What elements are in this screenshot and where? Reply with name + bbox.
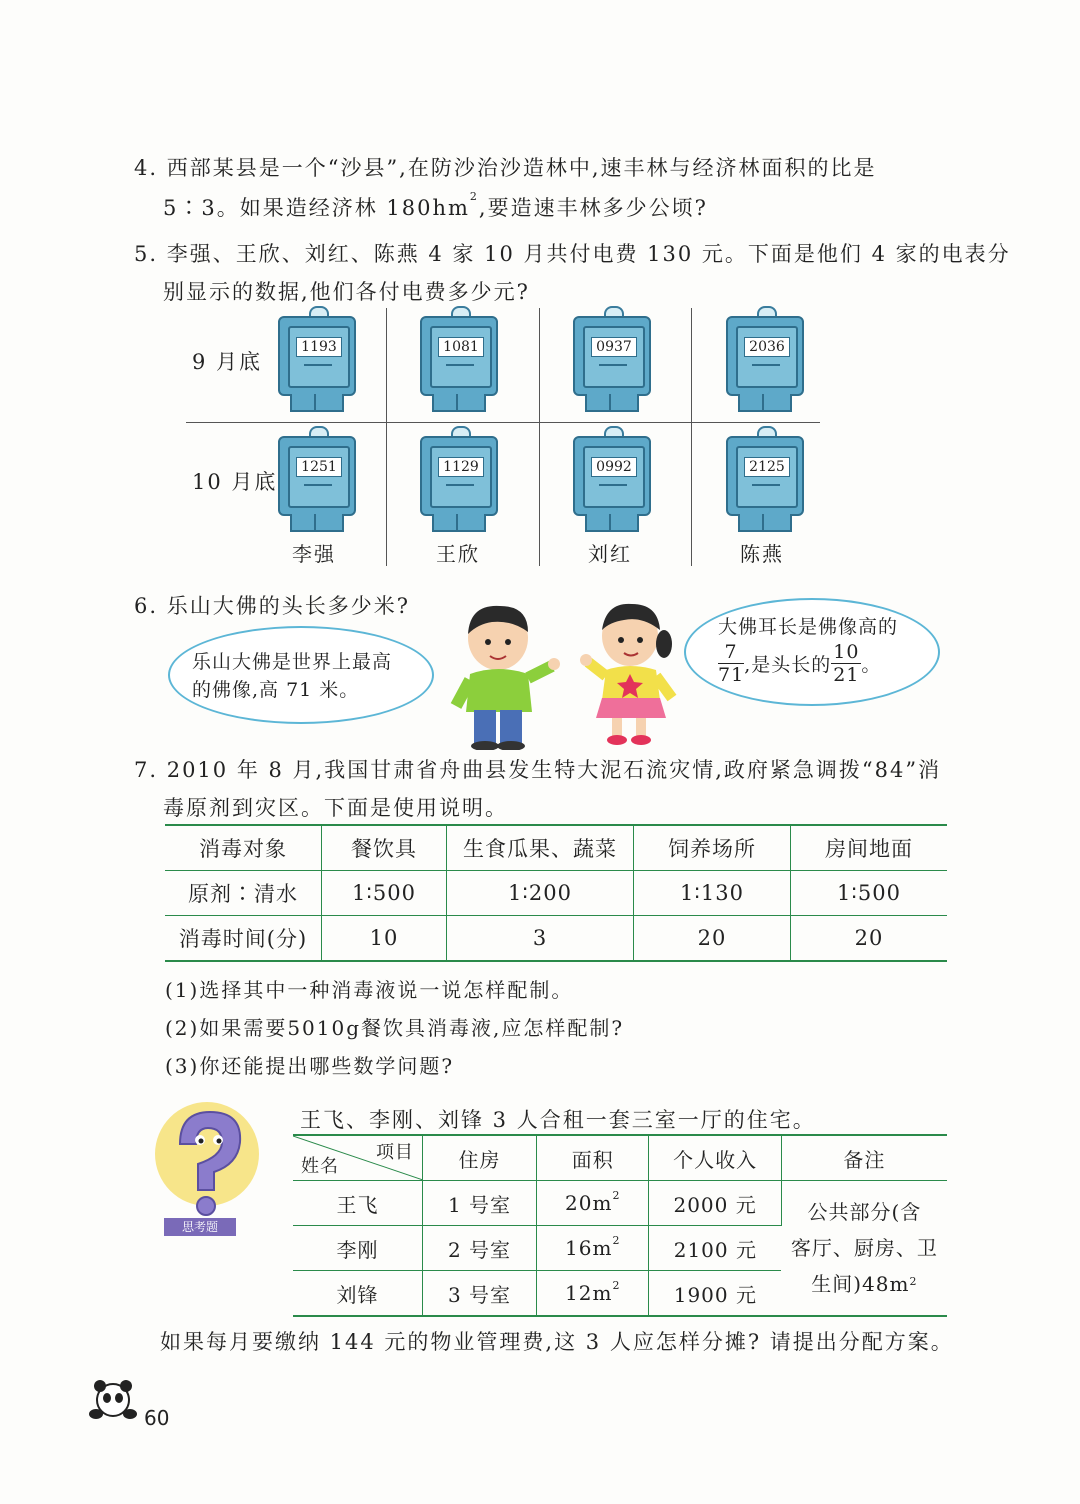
table-header: 住房	[422, 1135, 536, 1181]
meter-reading: 0937	[591, 337, 637, 357]
row-label-sep: 9 月底	[192, 350, 263, 374]
meter-liqiang-oct	[278, 426, 356, 534]
q7-sub2: (2)如果需要5010g餐饮具消毒液,应怎样配制?	[165, 1016, 625, 1040]
table-header: 餐饮具	[322, 825, 447, 871]
rent-table	[293, 1134, 947, 1317]
name-liuhong: 刘红	[588, 542, 632, 566]
q5-line2: 别显示的数据,他们各付电费多少元?	[163, 280, 530, 304]
meter-wangxin-oct	[420, 426, 498, 534]
meter-liuhong-sep	[573, 306, 651, 414]
q5-line1: 5. 李强、王欣、刘红、陈燕 4 家 10 月共付电费 130 元。下面是他们 4 家的电表分	[134, 242, 1011, 266]
table-header: 消毒对象	[165, 825, 322, 871]
table-row: 刘锋 3 号室 $12m^2$ 1900 元	[293, 1271, 947, 1317]
table-header: 生食瓜果、蔬菜	[447, 825, 634, 871]
q7-line2: 毒原剂到灾区。下面是使用说明。	[163, 796, 508, 820]
girl-illustration	[580, 600, 690, 750]
q4-line1: 4. 西部某县是一个“沙县”,在防沙治沙造林中,速丰林与经济林面积的比是	[134, 156, 877, 180]
fraction-10-21: $\frac{10}{21}$	[833, 641, 860, 686]
q7-sub3: (3)你还能提出哪些数学问题?	[165, 1054, 455, 1078]
meter-liqiang-sep	[278, 306, 356, 414]
table-header: 面积	[537, 1135, 649, 1181]
name-wangxin: 王欣	[436, 542, 480, 566]
table-row: 李刚 2 号室 $16m^2$ 2100 元	[293, 1226, 947, 1271]
panda-icon	[88, 1376, 138, 1424]
table-row: 消毒时间(分) 10 3 20 20	[165, 916, 947, 962]
q6-line1: 6. 乐山大佛的头长多少米?	[134, 594, 410, 618]
left-bubble-text: 乐山大佛是世界上最高 的佛像,高 71 米。	[192, 651, 393, 701]
right-bubble-text: 大佛耳长是佛像高的 $\frac{7}{71}$ ,是头长的 $\frac{10}{21}$ 。	[718, 616, 899, 686]
meter-liuhong-oct	[573, 426, 651, 534]
thinking-badge	[152, 1094, 262, 1240]
q4-line2: 5∶3。如果造经济林 $180hm^2$,要造速丰林多少公顷?	[163, 190, 708, 220]
think-intro: 王飞、李刚、刘锋 3 人合租一套三室一厅的住宅。	[300, 1108, 816, 1132]
meter-reading: 1251	[296, 457, 342, 477]
q7-line1: 7. 2010 年 8 月,我国甘肃省舟曲县发生特大泥石流灾情,政府紧急调拨“84”消	[134, 758, 942, 782]
row-label-oct: 10 月底	[192, 470, 278, 494]
name-liqiang: 李强	[292, 542, 336, 566]
boy-illustration	[440, 600, 560, 750]
meter-reading: 2036	[744, 337, 790, 357]
think-badge-label: 思考题	[164, 1218, 236, 1236]
table-row: 王飞 1 号室 $20m^2$ 2000 元 公共部分(含 客厅、厨房、卫 生间)$48m^2$	[293, 1181, 947, 1226]
meter-chenyan-oct	[726, 426, 804, 534]
meter-wangxin-sep	[420, 306, 498, 414]
meter-reading: 1129	[438, 457, 484, 477]
disinfectant-table	[165, 824, 947, 962]
meter-reading: 1081	[438, 337, 484, 357]
meter-reading: 1193	[296, 337, 342, 357]
corner-cell: 项目 姓名	[293, 1135, 422, 1181]
fraction-7-71: $\frac{7}{71}$	[718, 641, 745, 686]
question-mark-icon	[152, 1094, 262, 1224]
meter-reading: 2125	[744, 457, 790, 477]
table-row: 原剂∶清水 1∶500 1∶200 1∶130 1∶500	[165, 871, 947, 916]
think-question: 如果每月要缴纳 144 元的物业管理费,这 3 人应怎样分摊? 请提出分配方案。	[160, 1330, 954, 1354]
table-header: 个人收入	[649, 1135, 781, 1181]
page-number: 60	[144, 1406, 170, 1430]
table-header: 备注	[781, 1135, 947, 1181]
table-header: 房间地面	[791, 825, 948, 871]
name-chenyan: 陈燕	[740, 542, 784, 566]
table-header: 饲养场所	[634, 825, 791, 871]
q7-sub1: (1)选择其中一种消毒液说一说怎样配制。	[165, 978, 574, 1002]
meter-reading: 0992	[591, 457, 637, 477]
note-cell: 公共部分(含 客厅、厨房、卫 生间)$48m^2$	[781, 1181, 947, 1317]
meter-chenyan-sep	[726, 306, 804, 414]
